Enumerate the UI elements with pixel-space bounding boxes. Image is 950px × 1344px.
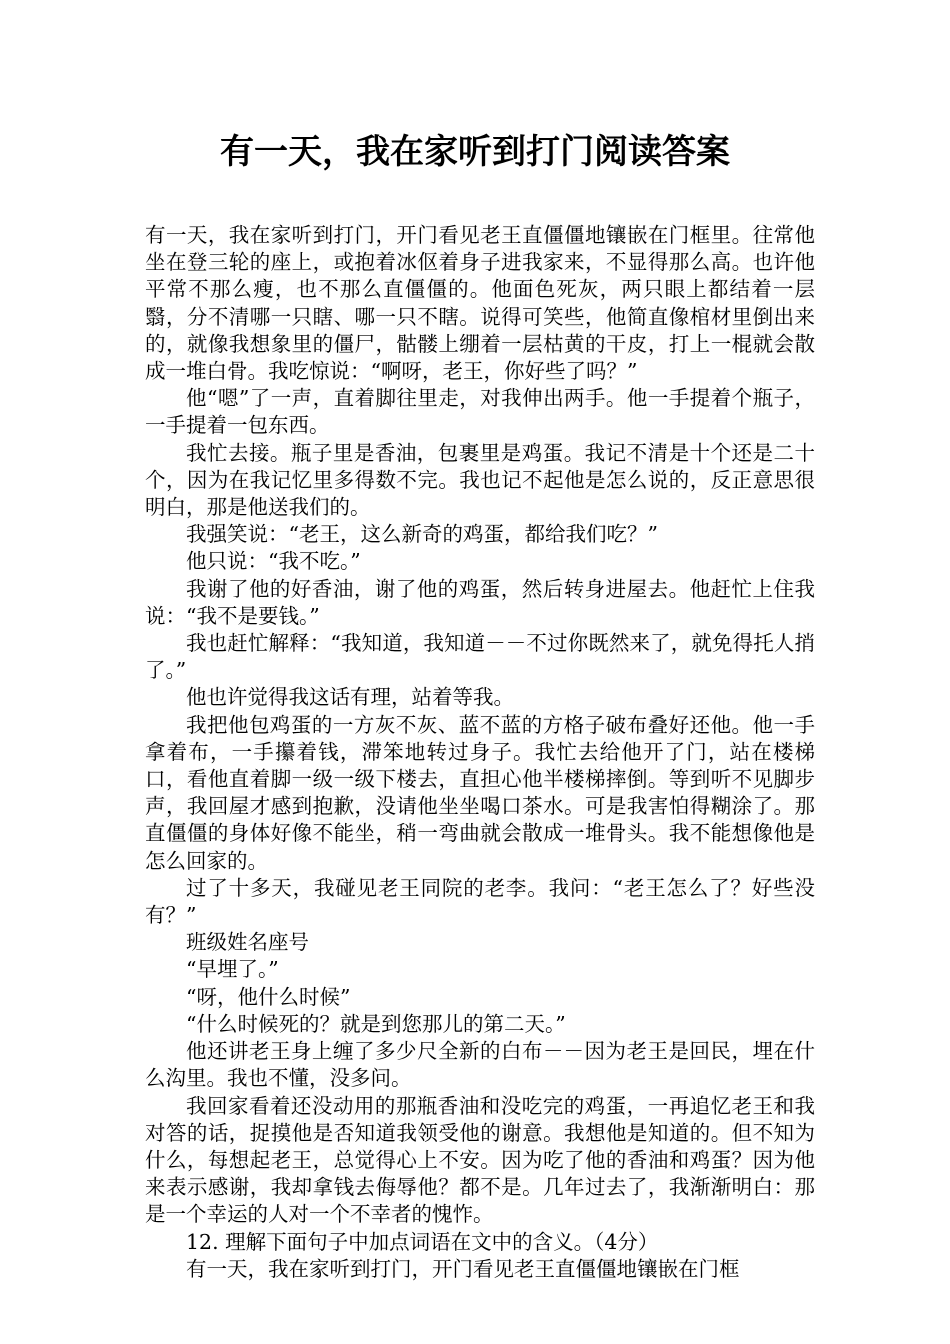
article-paragraph: “什么时候死的？就是到您那儿的第二天。” <box>186 1011 566 1036</box>
article-paragraph: “呀，他什么时候” <box>186 984 351 1009</box>
article-paragraph: 我忙去接。瓶子里是香油，包裹里是鸡蛋。我记不清是十个还是二十个，因为在我记忆里多得数不完。我也记不起他是怎么说的，反正意思很明白，那是他送我们的。 <box>145 440 815 520</box>
article-paragraph: 我谢了他的好香油，谢了他的鸡蛋，然后转身进屋去。他赶忙上住我说：“我不是要钱。” <box>145 576 815 628</box>
article-paragraph: 他还讲老王身上缠了多少尺全新的白布－－因为老王是回民，埋在什么沟里。我也不懂，没多问。 <box>145 1039 815 1091</box>
article-paragraph: 我也赶忙解释：“我知道，我知道－－不过你既然来了，就免得托人捎了。” <box>145 631 815 683</box>
article-paragraph: 有一天，我在家听到打门，开门看见老王直僵僵地镶嵌在门框里。往常他坐在登三轮的座上，或抱着冰伛着身子进我家来，不显得那么高。也许他平常不那么瘦，也不那么直僵僵的。他面色死灰，两只眼上都结着一层翳，分不清哪一只瞎、哪一只不瞎。说得可笑些，他简直像棺材里倒出来的，就像我想象里的僵尸，骷髅上绷着一层枯黄的干皮，打上一棍就会散成一堆白骨。我吃惊说：“啊呀，老王，你好些了吗？” <box>145 223 815 384</box>
article-body <box>145 222 815 1283</box>
article-paragraph: 他只说：“我不吃。” <box>186 549 361 574</box>
article-paragraph: 我回家看着还没动用的那瓶香油和没吃完的鸡蛋，一再追忆老王和我对答的话，捉摸他是否知道我领受他的谢意。我想他是知道的。但不知为什么，每想起老王，总觉得心上不安。因为吃了他的香油和鸡蛋？因为他来表示感谢，我却拿钱去侮辱他？都不是。几年过去了，我渐渐明白：那是一个幸运的人对一个不幸者的愧怍。 <box>145 1093 815 1227</box>
article-paragraph: “早埋了。” <box>186 957 279 982</box>
article-paragraph: 有一天，我在家听到打门，开门看见老王直僵僵地镶嵌在门框 <box>186 1256 740 1281</box>
article-paragraph: 他也许觉得我这话有理，站着等我。 <box>186 685 514 710</box>
page-title: 有一天，我在家听到打门阅读答案 <box>220 132 730 172</box>
article-paragraph: 班级姓名座号 <box>186 930 309 955</box>
article-paragraph: 我强笑说：“老王，这么新奇的鸡蛋，都给我们吃？” <box>186 522 658 547</box>
article-paragraph: 我把他包鸡蛋的一方灰不灰、蓝不蓝的方格子破布叠好还他。他一手拿着布，一手攥着钱，滞笨地转过身子。我忙去给他开了门，站在楼梯口，看他直着脚一级一级下楼去，直担心他半楼梯摔倒。等到听不见脚步声，我回屋才感到抱歉，没请他坐坐喝口茶水。可是我害怕得糊涂了。那直僵僵的身体好像不能坐，稍一弯曲就会散成一堆骨头。我不能想像他是怎么回家的。 <box>145 712 815 873</box>
article-paragraph: 12. 理解下面句子中加点词语在文中的含义。（4分） <box>186 1229 659 1254</box>
article-paragraph: 他“嗯”了一声，直着脚往里走，对我伸出两手。他一手提着个瓶子，一手提着一包东西。 <box>145 386 815 438</box>
article-paragraph: 过了十多天，我碰见老王同院的老李。我问：“老王怎么了？好些没有？” <box>145 875 815 928</box>
